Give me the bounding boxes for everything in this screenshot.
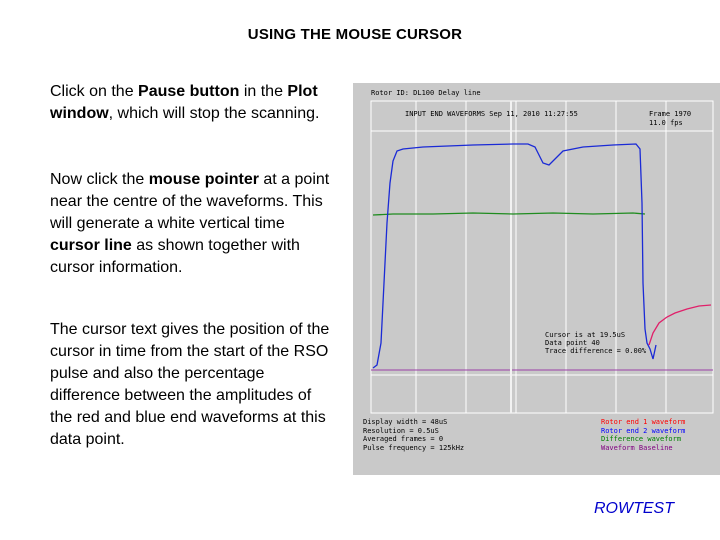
legend-difference: Difference waveform	[601, 435, 682, 443]
footer-brand: ROWTEST	[594, 500, 674, 517]
rotor-end-1-waveform	[649, 305, 711, 345]
settings-line: Resolution = 0.5uS	[363, 426, 439, 435]
instruction-paragraph-2: Now click the mouse pointer at a point near the centre of the waveforms. This will generate a white vertical time cursor line as shown together with cursor information.	[50, 171, 330, 276]
cursor-info-line: Data point 40	[545, 339, 600, 347]
cursor-info-line: Cursor is at 19.5uS	[545, 331, 626, 339]
legend-rotor-end-2: Rotor end 2 waveform	[601, 426, 686, 435]
plot-area	[353, 83, 720, 475]
settings-line: Display width = 48uS	[363, 418, 448, 426]
plot-window-screenshot	[353, 83, 720, 475]
rotor-id-label: Rotor ID: DL100 Delay line	[371, 89, 481, 97]
settings-readout	[363, 418, 464, 452]
waveform-legend	[601, 418, 685, 452]
frame-counter: Frame 1970	[649, 110, 692, 118]
cursor-info-line: Trace difference = 0.00%	[545, 347, 647, 355]
explanation-paragraph: The cursor text gives the position of the cursor in time from the start of the RSO pulse and also the percentage difference between the amplitudes of the red and blue end waveforms at this data point.	[50, 321, 330, 448]
slide-title: USING THE MOUSE CURSOR	[247, 26, 463, 43]
legend-rotor-end-1: Rotor end 1 waveform	[601, 418, 686, 426]
difference-waveform	[373, 213, 645, 215]
settings-line: Averaged frames = 0	[363, 435, 444, 443]
cursor-info	[545, 331, 646, 355]
instruction-paragraph-1: Click on the Pause button in the Plot window, which will stop the scanning.	[50, 83, 320, 122]
settings-line: Pulse frequency = 125kHz	[363, 443, 465, 452]
frame-rate: 11.0 fps	[649, 119, 683, 127]
plot-frame	[371, 101, 713, 413]
legend-baseline: Waveform Baseline	[601, 443, 673, 452]
plot-header: INPUT END WAVEFORMS Sep 11, 2010 11:27:55	[405, 110, 578, 118]
